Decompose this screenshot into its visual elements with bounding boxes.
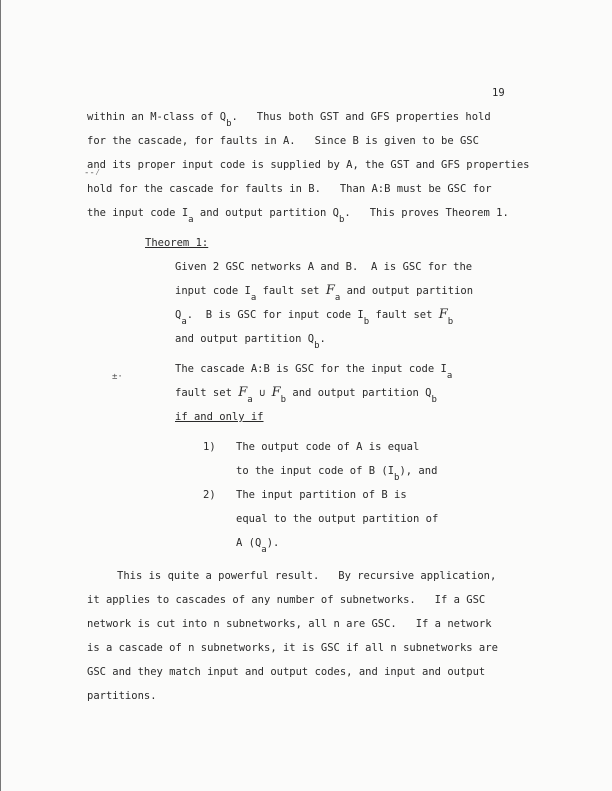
condition-2-line3: A $(Q_a)$. [236,537,280,555]
theorem-line2: input code $I_a$ fault set $F_a$ and output partition [175,283,474,303]
condition-2-line2: equal to the output partition of [236,513,439,525]
script-f-symbol: F [271,385,281,400]
condition-1-number: 1) [203,441,216,453]
script-f-symbol: F [438,307,448,322]
para2-line3: network is cut into n subnetworks, all n are GSC. If a network [87,618,492,630]
condition-2-number: 2) [203,489,216,501]
para2-line1: This is quite a powerful result. By recursive application, [117,570,497,582]
theorem-line4: and output partition $Q_b$. [175,333,326,351]
theorem-line1: Given 2 GSC networks A and B. A is GSC for the [175,261,473,273]
iff-heading: if and only if [175,411,264,423]
script-f-symbol: F [238,385,248,400]
para1-line3: and its proper input code is supplied by A, the GST and GFS properties [87,159,530,171]
theorem-line3: $Q_a$. B is GSC for input code $I_b$ fault set $F_b$ [175,307,454,327]
para2-line4: is a cascade of n subnetworks, it is GSC if all n subnetworks are [87,642,498,654]
para1-line5: the input code $I_a$ and output partition $Q_b$. This proves Theorem 1. [87,207,509,225]
para1-line2: for the cascade, for faults in A. Since B is given to be GSC [87,135,479,147]
theorem-line6: fault set $F_a$ ∪ $F_b$ and output partition $Q_b$ [175,385,437,405]
condition-1-line2: to the input code of B $(I_b)$, and [236,465,438,483]
condition-1-line1: The output code of A is equal [236,441,420,453]
theorem-line5: The cascade A:B is GSC for the input code $I_a$ [175,363,453,381]
para2-line2: it applies to cascades of any number of subnetworks. If a GSC [87,594,486,606]
theorem-title: Theorem 1: [145,237,209,249]
para1-line4: hold for the cascade for faults in B. Than A:B must be GSC for [87,183,492,195]
margin-mark: --⁄ [84,168,101,178]
script-f-symbol: F [325,283,335,298]
para1-line1: within an M-class of $Q_b$. Thus both GST and GFS properties hold [87,111,491,129]
para2-line6: partitions. [87,690,157,702]
page-number: 19 [492,87,505,99]
para2-line5: GSC and they match input and output codes, and input and output [87,666,486,678]
condition-2-line1: The input partition of B is [236,489,407,501]
page-left-edge [0,0,1,791]
margin-mark: ±· [112,372,123,382]
